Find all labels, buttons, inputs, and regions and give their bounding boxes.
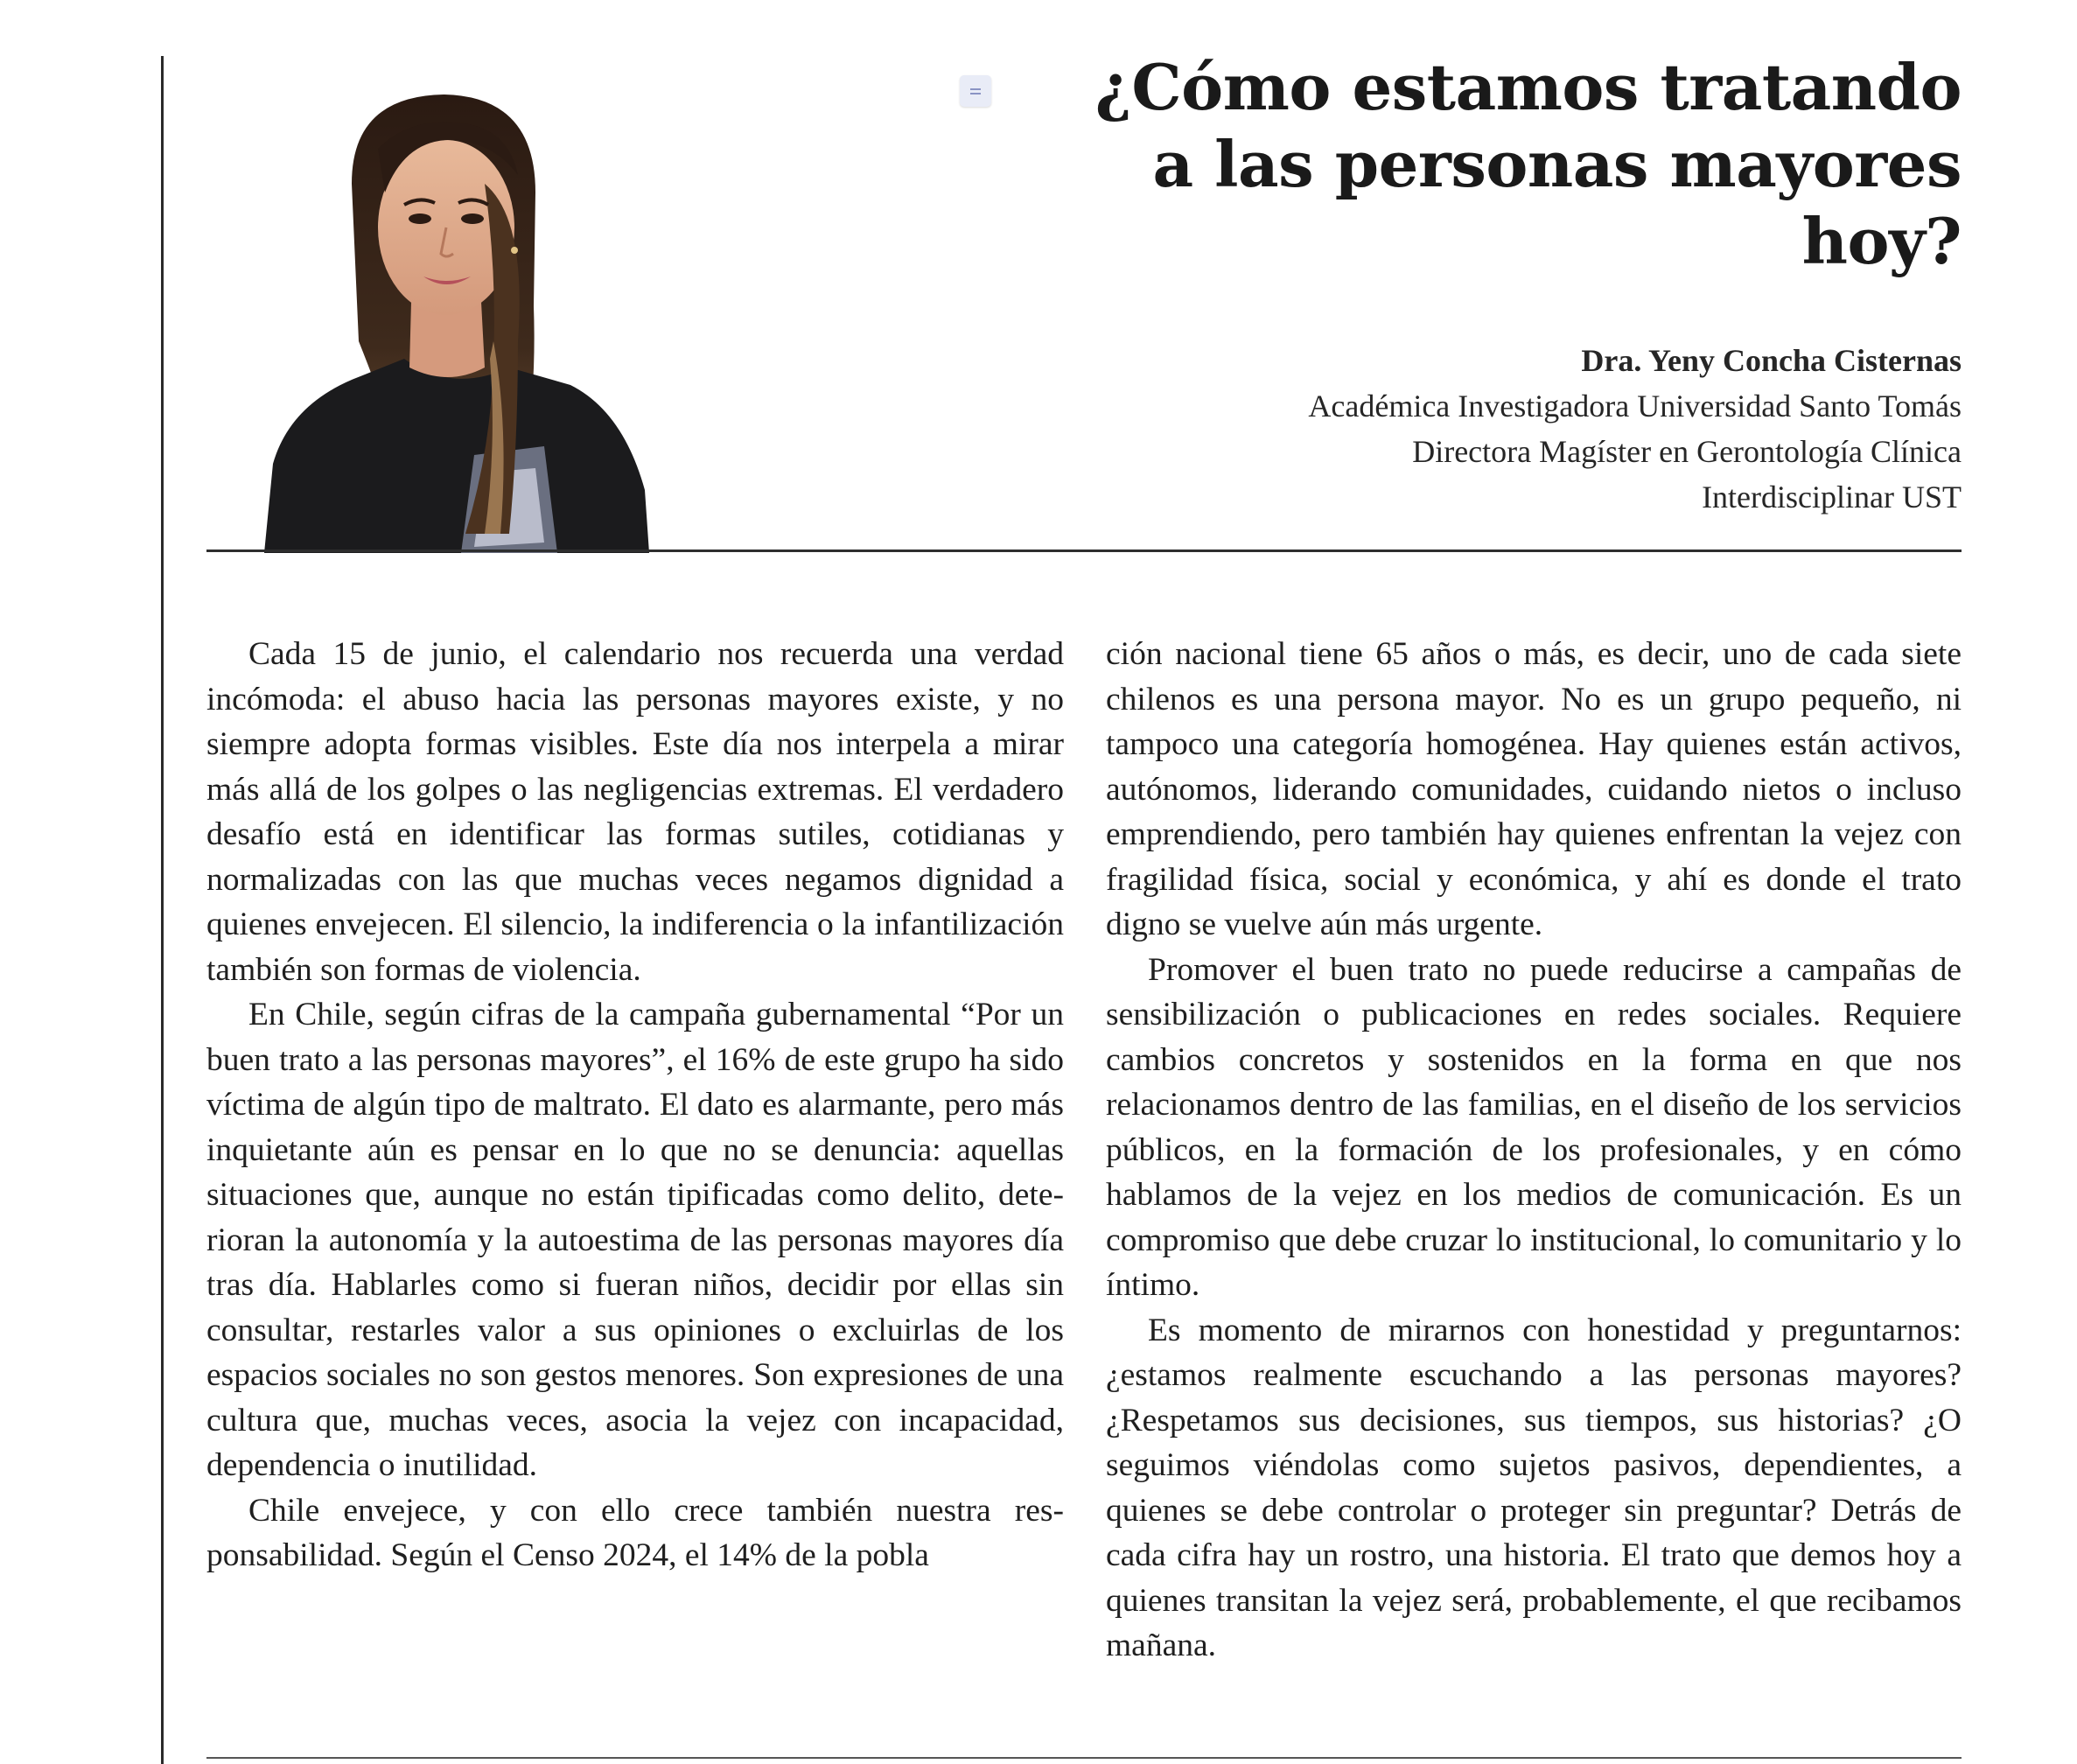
article-paragraph: Promover el buen trato no puede reducirse a campañas de sensibilización o publicaciones en redes sociales. Requiere cambios concretos y sostenidos en la forma en que nos relacionamos dentro de las familias, en el diseño de los servicios públicos, en la formación de los profesionales, y en cómo hablamos de la vejez en los medios de comunicación. Es un compromiso que debe cruzar lo institucional, lo comunitario y lo íntimo.: [1106, 951, 1962, 1303]
author-portrait: [255, 79, 649, 553]
article-column-right: [1106, 632, 1962, 1669]
author-role-line: Académica Investigadora Universidad Santo Tomás: [1308, 388, 1962, 424]
author-name: Dra. Yeny Concha Cisternas: [1581, 343, 1962, 378]
article-column-left: [206, 632, 1064, 1578]
article-paragraph: Cada 15 de junio, el calendario nos recuerda una verdad incómoda: el abuso hacia las personas mayores existe, y no siempre adopta formas visibles. Este día nos interpela a mirar más allá de los golpes o las negligencias extremas. El verdadero desafío está en identificar las formas sutiles, cotidianas y normalizadas con las que muchas veces negamos dignidad a quienes envejecen. El silencio, la indiferencia o la infantilización también son formas de violencia.: [206, 636, 1064, 988]
author-role-line: Interdisciplinar UST: [1702, 480, 1962, 514]
article-title: ¿Cómo estamos tratando a las personas mayores hoy?: [1094, 50, 1962, 278]
left-margin-rule: [161, 56, 164, 1764]
article-paragraph: Es momento de mirarnos con honestidad y preguntarnos: ¿estamos realmente escuchando a las personas mayores? ¿Respetamos sus decisiones, sus tiempos, sus historias? ¿O seguimos viéndolas como sujetos pasivos, dependientes, a quienes se debe controlar o proteger sin preguntar? Detrás de cada cifra hay un rostro, una historia. El trato que demos hoy a quienes transitan la vejez será, probablemente, el que recibamos mañana.: [1106, 1312, 1962, 1663]
article-paragraph: Chile envejece, y con ello crece también nuestra responsabilidad. Según el Censo 2024, el 14% de la pobla: [206, 1492, 1064, 1573]
author-role-line: Directora Magíster en Gerontología Clínica: [1412, 434, 1962, 469]
author-byline: [1087, 338, 1962, 520]
header-divider: [206, 550, 1962, 552]
article-paragraph: ción nacional tiene 65 años o más, es decir, uno de cada siete chilenos es una persona mayor. No es un grupo pequeño, ni tampoco una categoría homogénea. Hay quienes están activos, autónomos, liderando comunidades, cuidando nietos o incluso emprendiendo, pero también hay quienes enfrentan la vejez con fragilidad física, social y económica, y ahí es donde el trato digno se vuelve aún más urgente.: [1106, 636, 1962, 942]
article-paragraph: En Chile, según cifras de la campaña gubernamental “Por un buen trato a las personas mayores”, el 16% de este grupo ha sido víctima de algún tipo de maltrato. El dato es alarmante, pero más inquietante aún es pensar en lo que no se denuncia: aquellas situaciones que, aunque no están tipificadas como delito, deterioran la autonomía y la autoestima de las personas mayores día tras día. Hablarles como si fueran niños, decidir por ellas sin consultar, restarles valor a sus opiniones o excluirlas de los espacios sociales no son gestos menores. Son expresiones de una cultura que, muchas veces, asocia la vejez con incapacidad, dependencia o inutilidad.: [206, 997, 1064, 1483]
footer-divider: [206, 1757, 1962, 1759]
note-icon[interactable]: [960, 75, 991, 107]
